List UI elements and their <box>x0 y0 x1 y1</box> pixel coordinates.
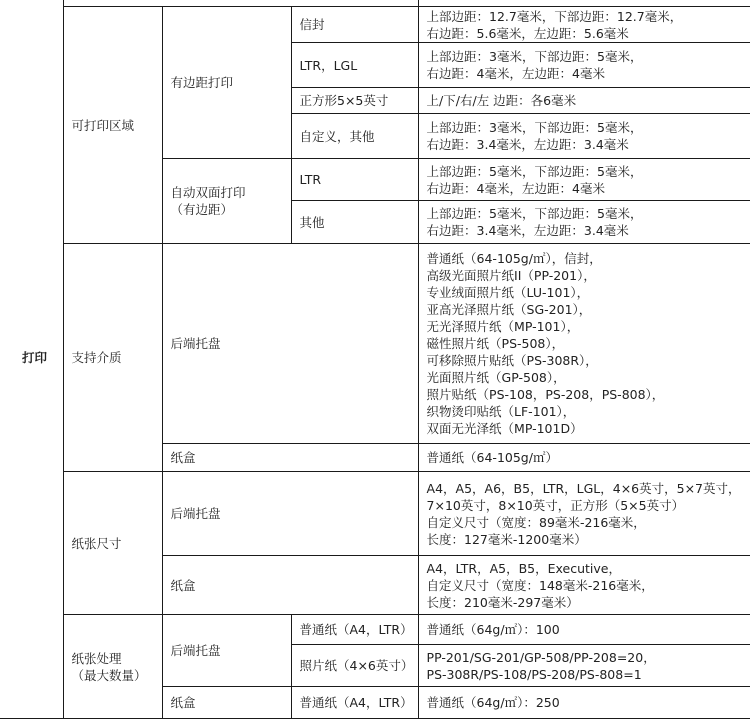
cassette-label: 纸盒 <box>162 687 291 719</box>
spec-value: 上部边距：3毫米，下部边距：5毫米， 右边距：4毫米，左边距：4毫米 <box>418 43 750 88</box>
paper-size-label: 纸张尺寸 <box>63 472 162 615</box>
paper-type: 普通纸（A4，LTR） <box>291 615 418 645</box>
cassette-label: 纸盒 <box>162 556 418 615</box>
paper-type: 其他 <box>291 201 418 244</box>
printable-area-label: 可打印区域 <box>63 7 162 244</box>
spec-value: 上部边距：12.7毫米，下部边距：12.7毫米， 右边距：5.6毫米，左边距：5.6毫米 <box>418 7 750 43</box>
rear-tray-label: 后端托盘 <box>162 244 418 444</box>
paper-type: 自定义，其他 <box>291 114 418 159</box>
rear-tray-label: 后端托盘 <box>162 615 291 687</box>
spec-value: 普通纸（64g/㎡）：100 <box>418 615 750 645</box>
paper-type: 普通纸（A4，LTR） <box>291 687 418 719</box>
spec-value: 上部边距：3毫米，下部边距：5毫米， 右边距：3.4毫米，左边距：3.4毫米 <box>418 114 750 159</box>
cassette-label: 纸盒 <box>162 444 418 472</box>
table-row <box>0 7 750 43</box>
paper-handling-label: 纸张处理 （最大数量） <box>63 615 162 719</box>
category-label: 打印 <box>22 349 48 365</box>
paper-type: 照片纸（4×6英寸） <box>291 645 418 687</box>
rear-tray-label: 后端托盘 <box>162 472 418 556</box>
media-label: 支持介质 <box>63 244 162 472</box>
paper-type: 正方形5×5英寸 <box>291 88 418 114</box>
spec-value: 上部边距：5毫米，下部边距：5毫米， 右边距：4毫米，左边距：4毫米 <box>418 159 750 201</box>
category-print <box>0 0 63 719</box>
spec-value: 上部边距：5毫米，下部边距：5毫米， 右边距：3.4毫米，左边距：3.4毫米 <box>418 201 750 244</box>
table-row <box>0 472 750 556</box>
paper-type: LTR <box>291 159 418 201</box>
spec-value: 上/下/右/左 边距：各6毫米 <box>418 88 750 114</box>
spec-value: A4，A5，A6，B5，LTR，LGL，4×6英寸，5×7英寸， 7×10英寸，8×10英寸，正方形（5×5英寸） 自定义尺寸（宽度：89毫米-216毫米， 长度：127毫米-1200毫米） <box>418 472 750 556</box>
spec-value: PP-201/SG-201/GP-508/PP-208=20， PS-308R/PS-108/PS-208/PS-808=1 <box>418 645 750 687</box>
paper-type: LTR，LGL <box>291 43 418 88</box>
bordered-print-label: 有边距打印 <box>162 7 291 159</box>
spec-value: A4，LTR，A5，B5，Executive， 自定义尺寸（宽度：148毫米-216毫米， 长度：210毫米-297毫米） <box>418 556 750 615</box>
paper-type: 信封 <box>291 7 418 43</box>
spec-value: 普通纸（64g/㎡）：250 <box>418 687 750 719</box>
spec-value: 普通纸（64-105g/㎡） <box>418 444 750 472</box>
duplex-print-label: 自动双面打印 （有边距） <box>162 159 291 244</box>
table-row <box>0 615 750 645</box>
table-row <box>0 244 750 444</box>
media-list: 普通纸（64-105g/㎡），信封， 高级光面照片纸II（PP-201）， 专业绒面照片纸（LU-101）， 亚高光泽照片纸（SG-201）， 无光泽照片纸（MP-101）， 磁性照片纸（PS-508）， 可移除照片贴纸（PS-308R）， 光面照片纸（GP-508）， 照片贴纸（PS-108，PS-208，PS-808）， 织物烫印贴纸（LF-101）， 双面无光泽纸（MP-101D） <box>418 244 750 444</box>
